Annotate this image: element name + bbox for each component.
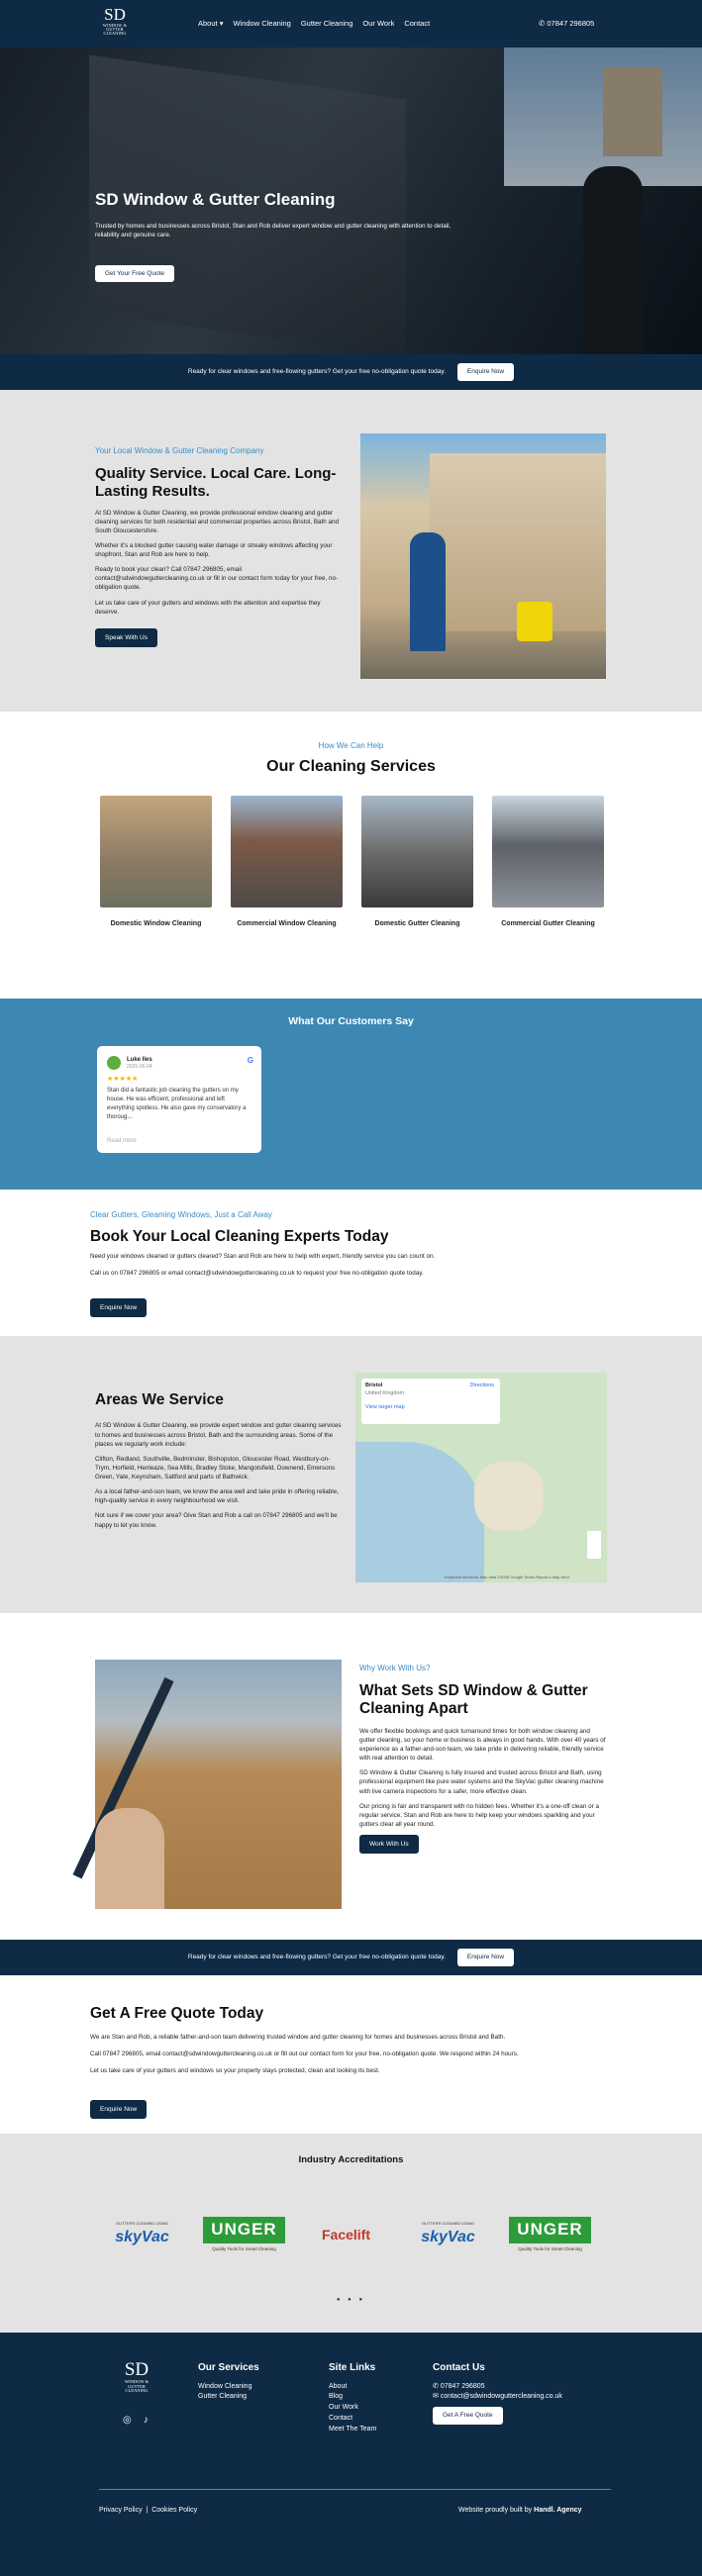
footer-link[interactable]: Contact xyxy=(329,2415,353,2423)
footer-link[interactable]: Our Work xyxy=(329,2404,358,2412)
privacy-policy-link[interactable]: Privacy Policy xyxy=(99,2507,143,2514)
cta-strip xyxy=(0,354,702,390)
footer-services: Our Services Window Cleaning Gutter Cleaning xyxy=(198,2360,259,2403)
reviews-section xyxy=(0,999,702,1190)
carousel-dots[interactable]: ● ● ● xyxy=(336,2297,366,2303)
areas-p2: Clifton, Redland, Southville, Bedminster, Bishopston, Gloucester Road, Westbury-on-Trym, Horfield, Henleaze, Sea Mills, Bradley Stoke, Mangotsfield, Downend, Emersons Green, Yate, Keynsham, Saltford and parts of Bathwick. xyxy=(95,1455,336,1481)
cookies-policy-link[interactable]: Cookies Policy xyxy=(151,2507,198,2514)
service-card[interactable]: Domestic Gutter Cleaning xyxy=(361,796,473,928)
footer-divider xyxy=(99,2489,611,2490)
unger-logo: UNGER Quality Tools for Smart Cleaning xyxy=(503,2207,597,2262)
about-section xyxy=(0,390,702,712)
quote-p2: Call 07847 296805, email contact@sdwindowguttercleaning.co.uk or fill out our contact form for your free, no-obligation quote. We respond within 24 hours. xyxy=(90,2051,519,2057)
site-logo[interactable] xyxy=(97,6,133,37)
quote-p1: We are Stan and Rob, a reliable father-and-son team delivering trusted window and gutter cleaning for homes and businesses across Bristol and Bath. xyxy=(90,2034,506,2041)
services-title: Our Cleaning Services xyxy=(266,758,436,775)
cta-strip-text: Ready for clear windows and free-flowing gutters? Get your free no-obligation quote today. xyxy=(187,368,446,376)
skyvac-logo: GUTTERS CLEANED USING skyVac xyxy=(421,2220,475,2246)
nav-our-work[interactable]: Our Work xyxy=(362,19,395,28)
google-icon: G xyxy=(247,1056,253,1065)
areas-p4: Not sure if we cover your area? Give Stan and Rob a call on 07847 296805 and we’ll be happy to let you know. xyxy=(95,1512,338,1529)
service-card[interactable]: Domestic Window Cleaning xyxy=(100,796,212,928)
unger-logo: UNGER Quality Tools for Smart Cleaning xyxy=(197,2207,291,2262)
review-card xyxy=(97,1046,261,1153)
footer-phone[interactable]: ✆ 07847 296805 xyxy=(433,2382,485,2390)
why-photo xyxy=(95,1660,342,1909)
review-date: 2025-06-04 xyxy=(127,1064,152,1070)
about-kicker: Your Local Window & Gutter Cleaning Company xyxy=(95,446,264,455)
cta-strip-text: Ready for clear windows and free-flowing gutters? Get your free no-obligation quote today. xyxy=(187,1954,446,1961)
about-p4: Let us take care of your gutters and windows with the attention and expertise they deserve. xyxy=(95,599,321,616)
cta-strip-button[interactable]: Enquire Now xyxy=(457,1949,514,1965)
hero-title: SD Window & Gutter Cleaning xyxy=(95,190,336,209)
phone-icon: ✆ xyxy=(539,19,546,28)
review-body: Stan did a fantastic job cleaning the gutters on my house. He was efficient, professional and left everything spotless. He also gave my conservatory a thoroug... xyxy=(107,1088,247,1120)
book-title: Book Your Local Cleaning Experts Today xyxy=(90,1228,389,1245)
service-area-map[interactable] xyxy=(355,1373,607,1582)
instagram-icon[interactable]: ◎ xyxy=(123,2415,132,2426)
work-with-us-button[interactable]: Work With Us xyxy=(359,1835,419,1854)
why-kicker: Why Work With Us? xyxy=(359,1664,431,1672)
speak-with-us-button[interactable]: Speak With Us xyxy=(95,628,157,647)
facelift-logo: Facelift xyxy=(321,2226,370,2242)
cta-strip-2 xyxy=(0,1940,702,1975)
main-nav xyxy=(198,19,430,30)
footer-link[interactable]: Meet The Team xyxy=(329,2425,377,2433)
phone-icon: ✆ xyxy=(433,2382,439,2390)
book-kicker: Clear Gutters, Gleaming Windows, Just a Call Away xyxy=(90,1210,272,1219)
quote-title: Get A Free Quote Today xyxy=(90,2005,264,2022)
areas-p1: At SD Window & Gutter Cleaning, we provide expert window and gutter cleaning services to homes and businesses across Bristol, Bath and the surrounding areas. Some of the places we regularly work include: xyxy=(95,1422,342,1448)
quote-section xyxy=(0,1975,702,2134)
map-directions-link[interactable]: Directions xyxy=(469,1383,494,1388)
areas-p3: As a local father-and-son team, we know the area well and take pride in offering reliable, high-quality service in every neighbourhood we visit. xyxy=(95,1488,339,1505)
hero-section xyxy=(0,48,702,354)
footer-link[interactable]: About xyxy=(329,2382,348,2390)
footer-legal: Privacy Policy | Cookies Policy xyxy=(99,2507,198,2514)
hero-quote-button[interactable]: Get Your Free Quote xyxy=(95,265,174,282)
services-section xyxy=(0,712,702,999)
why-p2: SD Window & Gutter Cleaning is fully insured and trusted across Bristol and Bath, using professional equipment like pure water systems and the SkyVac gutter cleaning machine with live camera inspections for a safer, more effective clean. xyxy=(359,1769,604,1795)
agency-link[interactable]: Handl. Agency xyxy=(534,2507,582,2514)
why-p1: We offer flexible bookings and quick turnaround times for both window cleaning and gutter cleaning, so your home or business is always in good hands. With over 40 years of experience as a father-and-son team, we take pride in delivering reliable, friendly service with real attention to detail. xyxy=(359,1727,606,1763)
chevron-down-icon: ▾ xyxy=(219,19,224,28)
accreditations-section xyxy=(0,2134,702,2333)
book-section xyxy=(0,1190,702,1336)
footer-logo[interactable]: SD WINDOW & GUTTER CLEANING xyxy=(124,2359,150,2393)
book-p1: Need your windows cleaned or gutters cleared? Stan and Rob are here to help with expert, friendly service you can count on. xyxy=(90,1253,436,1260)
footer-link[interactable]: Gutter Cleaning xyxy=(198,2393,248,2401)
nav-window-cleaning[interactable]: Window Cleaning xyxy=(233,19,291,28)
star-rating: ★★★★★ xyxy=(107,1076,139,1083)
nav-contact[interactable]: Contact xyxy=(404,19,431,28)
book-enquire-button[interactable]: Enquire Now xyxy=(90,1298,147,1317)
footer-contact: Contact Us ✆ 07847 296805 ✉ contact@sdwindowguttercleaning.co.uk Get A Free Quote xyxy=(433,2360,562,2425)
areas-section xyxy=(0,1336,702,1613)
about-p1: At SD Window & Gutter Cleaning, we provide professional window cleaning and gutter cleaning services for both residential and commercial properties across Bristol, Bath and South Gloucestershire. xyxy=(95,509,340,534)
nav-about[interactable]: About ▾ xyxy=(198,19,224,28)
cta-strip-button[interactable]: Enquire Now xyxy=(457,363,514,380)
header-phone[interactable]: ✆ 07847 296805 xyxy=(539,19,595,28)
services-kicker: How We Can Help xyxy=(318,741,384,750)
footer-quote-button[interactable]: Get A Free Quote xyxy=(433,2407,503,2425)
read-more-link[interactable]: Read more xyxy=(107,1138,137,1144)
hero-text: Trusted by homes and businesses across Bristol, Stan and Rob deliver expert window and gutter cleaning with attention to detail, reliability and genuine care. xyxy=(95,223,451,239)
site-header xyxy=(0,0,702,48)
footer-link[interactable]: Window Cleaning xyxy=(198,2382,252,2390)
about-p3: Ready to book your clean? Call 07847 296805, email contact@sdwindowguttercleaning.co.uk or fill in our contact form today for your free, no-obligation quote. xyxy=(95,566,339,592)
logo-text: SD xyxy=(104,5,126,24)
map-larger-link[interactable]: View larger map xyxy=(365,1403,405,1410)
footer-credit: Website proudly built by Handl. Agency xyxy=(458,2507,582,2514)
mail-icon: ✉ xyxy=(433,2393,439,2401)
service-card[interactable]: Commercial Gutter Cleaning xyxy=(492,796,604,928)
accreditations-title: Industry Accreditations xyxy=(298,2154,404,2165)
map-info-box: Bristol United Kingdom Directions View larger map xyxy=(361,1379,500,1424)
book-p2: Call us on 07847 296805 or email contact@sdwindowguttercleaning.co.uk to request your free no-obligation quote today. xyxy=(90,1270,424,1277)
quote-p3: Let us take care of your gutters and windows so your property stays protected, clean and looking its best. xyxy=(90,2067,380,2074)
about-title: Quality Service. Local Care. Long-Lasting Results. xyxy=(95,464,337,500)
footer-site-links: Site Links About Blog Our Work Contact Meet The Team xyxy=(329,2360,376,2435)
site-footer xyxy=(0,2333,702,2576)
about-p2: Whether it’s a blocked gutter causing water damage or streaky windows affecting your shopfront, Stan and Rob are here to help. xyxy=(95,541,333,559)
service-card[interactable]: Commercial Window Cleaning xyxy=(231,796,343,928)
nav-gutter-cleaning[interactable]: Gutter Cleaning xyxy=(300,19,353,28)
map-zoom-controls[interactable] xyxy=(587,1531,601,1559)
about-photo xyxy=(360,433,606,679)
why-section xyxy=(0,1613,702,1940)
skyvac-logo: GUTTERS CLEANED USING skyVac xyxy=(115,2220,169,2246)
accreditation-carousel[interactable] xyxy=(95,2207,597,2262)
logo-subtext: WINDOW & GUTTER CLEANING xyxy=(102,23,128,37)
areas-title: Areas We Service xyxy=(95,1391,224,1408)
tiktok-icon[interactable]: ♪ xyxy=(143,2415,149,2426)
why-title: What Sets SD Window & Gutter Cleaning Apart xyxy=(359,1681,588,1718)
footer-email[interactable]: ✉ contact@sdwindowguttercleaning.co.uk xyxy=(433,2393,562,2401)
map-footer: Keyboard shortcuts Map data ©2025 Google Terms Report a map error xyxy=(445,1574,570,1580)
footer-link[interactable]: Blog xyxy=(329,2393,344,2401)
social-links xyxy=(123,2414,149,2429)
reviews-title: What Our Customers Say xyxy=(288,1015,414,1027)
reviewer-name: Luke Iles xyxy=(127,1057,152,1063)
quote-enquire-button[interactable]: Enquire Now xyxy=(90,2100,147,2119)
why-p3: Our pricing is fair and transparent with no hidden fees. Whether it’s a one-off clean or a regular service, Stan and Rob are here to help keep your windows sparkling and your gutters clear all year round. xyxy=(359,1802,599,1828)
avatar xyxy=(107,1056,121,1070)
